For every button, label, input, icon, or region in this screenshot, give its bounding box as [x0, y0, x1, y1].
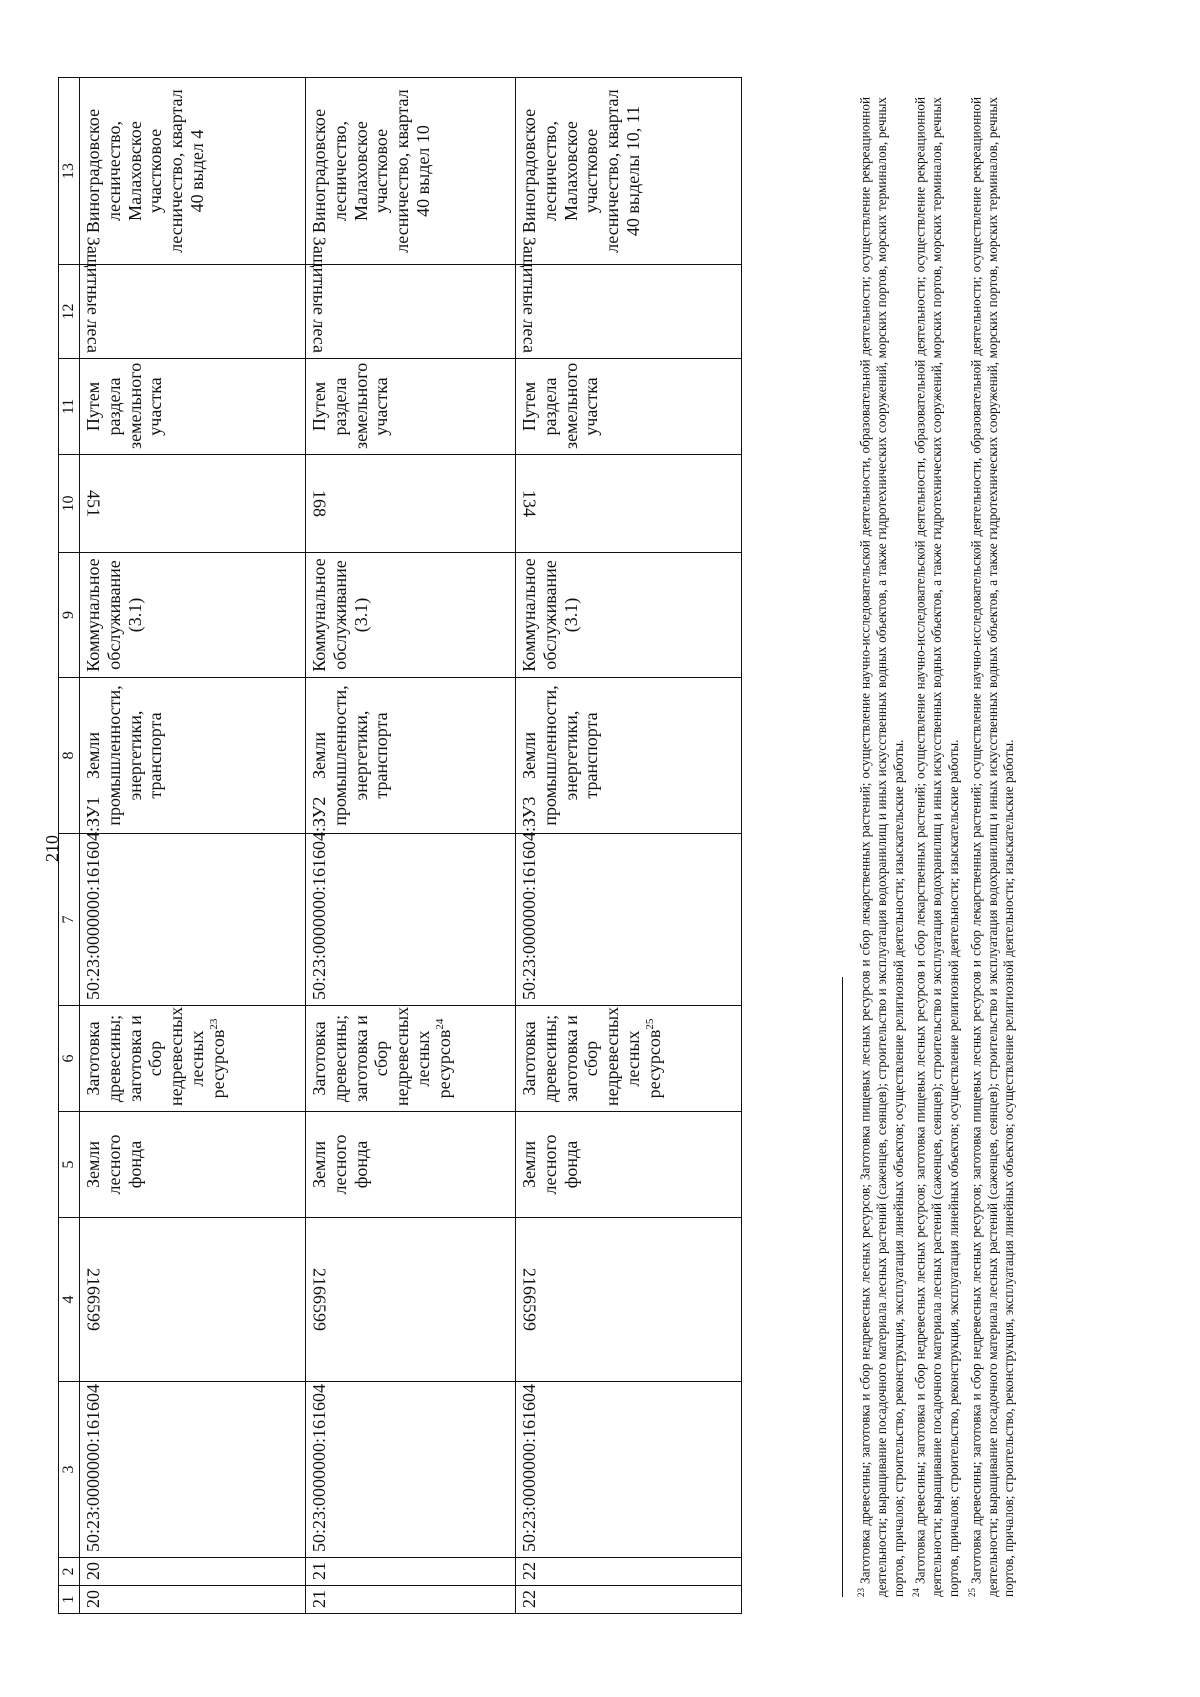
cell-new-cadastral-number: 50:23:0000000:161604:ЗУ1: [80, 834, 306, 1006]
cell-new-cadastral-number: 50:23:0000000:161604:ЗУ3: [516, 834, 742, 1006]
cell-location: Виноградовское лесничество, Малаховское участковое лесничество, квартал 40 выдел 4: [80, 78, 306, 265]
page-number: 210: [42, 835, 62, 862]
col-number-7: 7: [59, 834, 80, 1006]
registry-table-wrap: [58, 78, 742, 1614]
col-number-10: 10: [59, 455, 80, 553]
cell-new-permitted-use: Коммунальное обслуживание (3.1): [306, 553, 516, 678]
col-number-8: 8: [59, 678, 80, 834]
cell-row-number: 22: [516, 1586, 742, 1614]
cell-number: 21: [306, 1558, 516, 1586]
footnotes: [856, 97, 1022, 1597]
footnote: [911, 97, 962, 1597]
cell-cadastral-number: 50:23:0000000:161604: [306, 1382, 516, 1558]
cell-formation-method: Путем раздела земельного участка: [306, 359, 516, 455]
cell-new-area: 451: [80, 455, 306, 553]
cell-permitted-use: Заготовка древесины; заготовка и сбор недревесных лесных ресурсов$^{25}$: [516, 1006, 742, 1112]
cell-forest-purpose: Защитные леса: [80, 265, 306, 359]
col-number-6: 6: [59, 1006, 80, 1112]
table-row: [80, 78, 306, 1614]
cell-permitted-use: Заготовка древесины; заготовка и сбор недревесных лесных ресурсов$^{23}$: [80, 1006, 306, 1112]
col-number-3: 3: [59, 1382, 80, 1558]
cell-cadastral-number: 50:23:0000000:161604: [516, 1382, 742, 1558]
cell-forest-purpose: Защитные леса: [516, 265, 742, 359]
cell-area: 2166599: [516, 1218, 742, 1382]
registry-table: [58, 77, 742, 1614]
cell-new-land-category: Земли промышленности, энергетики, транспорта: [306, 678, 516, 834]
cell-land-category: Земли лесного фонда: [80, 1112, 306, 1218]
cell-location: Виноградовское лесничество, Малаховское участковое лесничество, квартал 40 выделы 10, 11: [516, 78, 742, 265]
cell-new-land-category: Земли промышленности, энергетики, транспорта: [516, 678, 742, 834]
col-number-5: 5: [59, 1112, 80, 1218]
footnote-mark: 25: [966, 1588, 977, 1597]
footnote-separator: [842, 977, 843, 1597]
cell-area: 2166599: [80, 1218, 306, 1382]
cell-permitted-use: Заготовка древесины; заготовка и сбор недревесных лесных ресурсов$^{24}$: [306, 1006, 516, 1112]
cell-formation-method: Путем раздела земельного участка: [516, 359, 742, 455]
cell-area: 2166599: [306, 1218, 516, 1382]
cell-new-land-category: Земли промышленности, энергетики, транспорта: [80, 678, 306, 834]
cell-formation-method: Путем раздела земельного участка: [80, 359, 306, 455]
cell-number: 20: [80, 1558, 306, 1586]
footnote-ref: 23: [207, 1018, 220, 1030]
col-number-1: 1: [59, 1586, 80, 1614]
footnote-text: Заготовка древесины; заготовка и сбор недревесных лесных ресурсов; заготовка пищевых лесных ресурсов и сбор лекарственных растений; осуществление научно-исследовательской деятельности, образовательной деятельности; осуществление рекреационной деятельности; выращивание посадочного материала лесных растений (саженцев, сеянцев); строительство и эксплуатация водохранилищ и иных искусственных водных объектов, а также гидротехнических сооружений, морских портов, морских терминалов, речных портов, причалов; строительство, реконструкция, эксплуатация линейных объектов; осуществление религиозной деятельности; изыскательские работы.: [967, 97, 1017, 1597]
cell-new-cadastral-number: 50:23:0000000:161604:ЗУ2: [306, 834, 516, 1006]
col-number-4: 4: [59, 1218, 80, 1382]
footnote-ref: 24: [433, 1018, 446, 1030]
col-number-12: 12: [59, 265, 80, 359]
cell-location: Виноградовское лесничество, Малаховское участковое лесничество, квартал 40 выдел 10: [306, 78, 516, 265]
cell-new-permitted-use: Коммунальное обслуживание (3.1): [80, 553, 306, 678]
cell-cadastral-number: 50:23:0000000:161604: [80, 1382, 306, 1558]
footnote-text: Заготовка древесины; заготовка и сбор недревесных лесных ресурсов; заготовка пищевых лесных ресурсов и сбор лекарственных растений; осуществление научно-исследовательской деятельности, образовательной деятельности; осуществление рекреационной деятельности; выращивание посадочного материала лесных растений (саженцев, сеянцев); строительство и эксплуатация водохранилищ и иных искусственных водных объектов, а также гидротехнических сооружений, морских портов, морских терминалов, речных портов, причалов; строительство, реконструкция, эксплуатация линейных объектов; осуществление религиозной деятельности; изыскательские работы.: [912, 97, 961, 1597]
footnote-text: Заготовка древесины; заготовка и сбор недревесных лесных ресурсов; Заготовка пищевых лесных ресурсов и сбор лекарственных растений; осуществление научно-исследовательской деятельности, образовательной деятельности; осуществление рекреационной деятельности; выращивание посадочного материала лесных растений (саженцев, сеянцев); строительство и эксплуатация водохранилищ и иных искусственных водных объектов, а также гидротехнических сооружений, морских портов, морских терминалов, речных портов, причалов; строительство, реконструкция, эксплуатация линейных объектов; осуществление религиозной деятельности; изыскательские работы.: [857, 96, 906, 1597]
footnote: [967, 97, 1018, 1597]
col-number-13: 13: [59, 78, 80, 265]
col-number-9: 9: [59, 553, 80, 678]
table-row: [306, 78, 516, 1614]
footnote: [856, 97, 907, 1597]
cell-row-number: 20: [80, 1586, 306, 1614]
footnote-mark: 24: [911, 1588, 922, 1597]
cell-new-area: 168: [306, 455, 516, 553]
cell-row-number: 21: [306, 1586, 516, 1614]
cell-new-permitted-use: Коммунальное обслуживание (3.1): [516, 553, 742, 678]
footnote-mark: 23: [856, 1588, 866, 1597]
cell-forest-purpose: Защитные леса: [306, 265, 516, 359]
col-number-2: 2: [59, 1558, 80, 1586]
cell-land-category: Земли лесного фонда: [516, 1112, 742, 1218]
cell-new-area: 134: [516, 455, 742, 553]
table-row: [516, 78, 742, 1614]
header-number-row: [59, 78, 80, 1614]
col-number-11: 11: [59, 359, 80, 455]
cell-land-category: Земли лесного фонда: [306, 1112, 516, 1218]
cell-number: 22: [516, 1558, 742, 1586]
footnote-ref: 25: [643, 1018, 656, 1030]
